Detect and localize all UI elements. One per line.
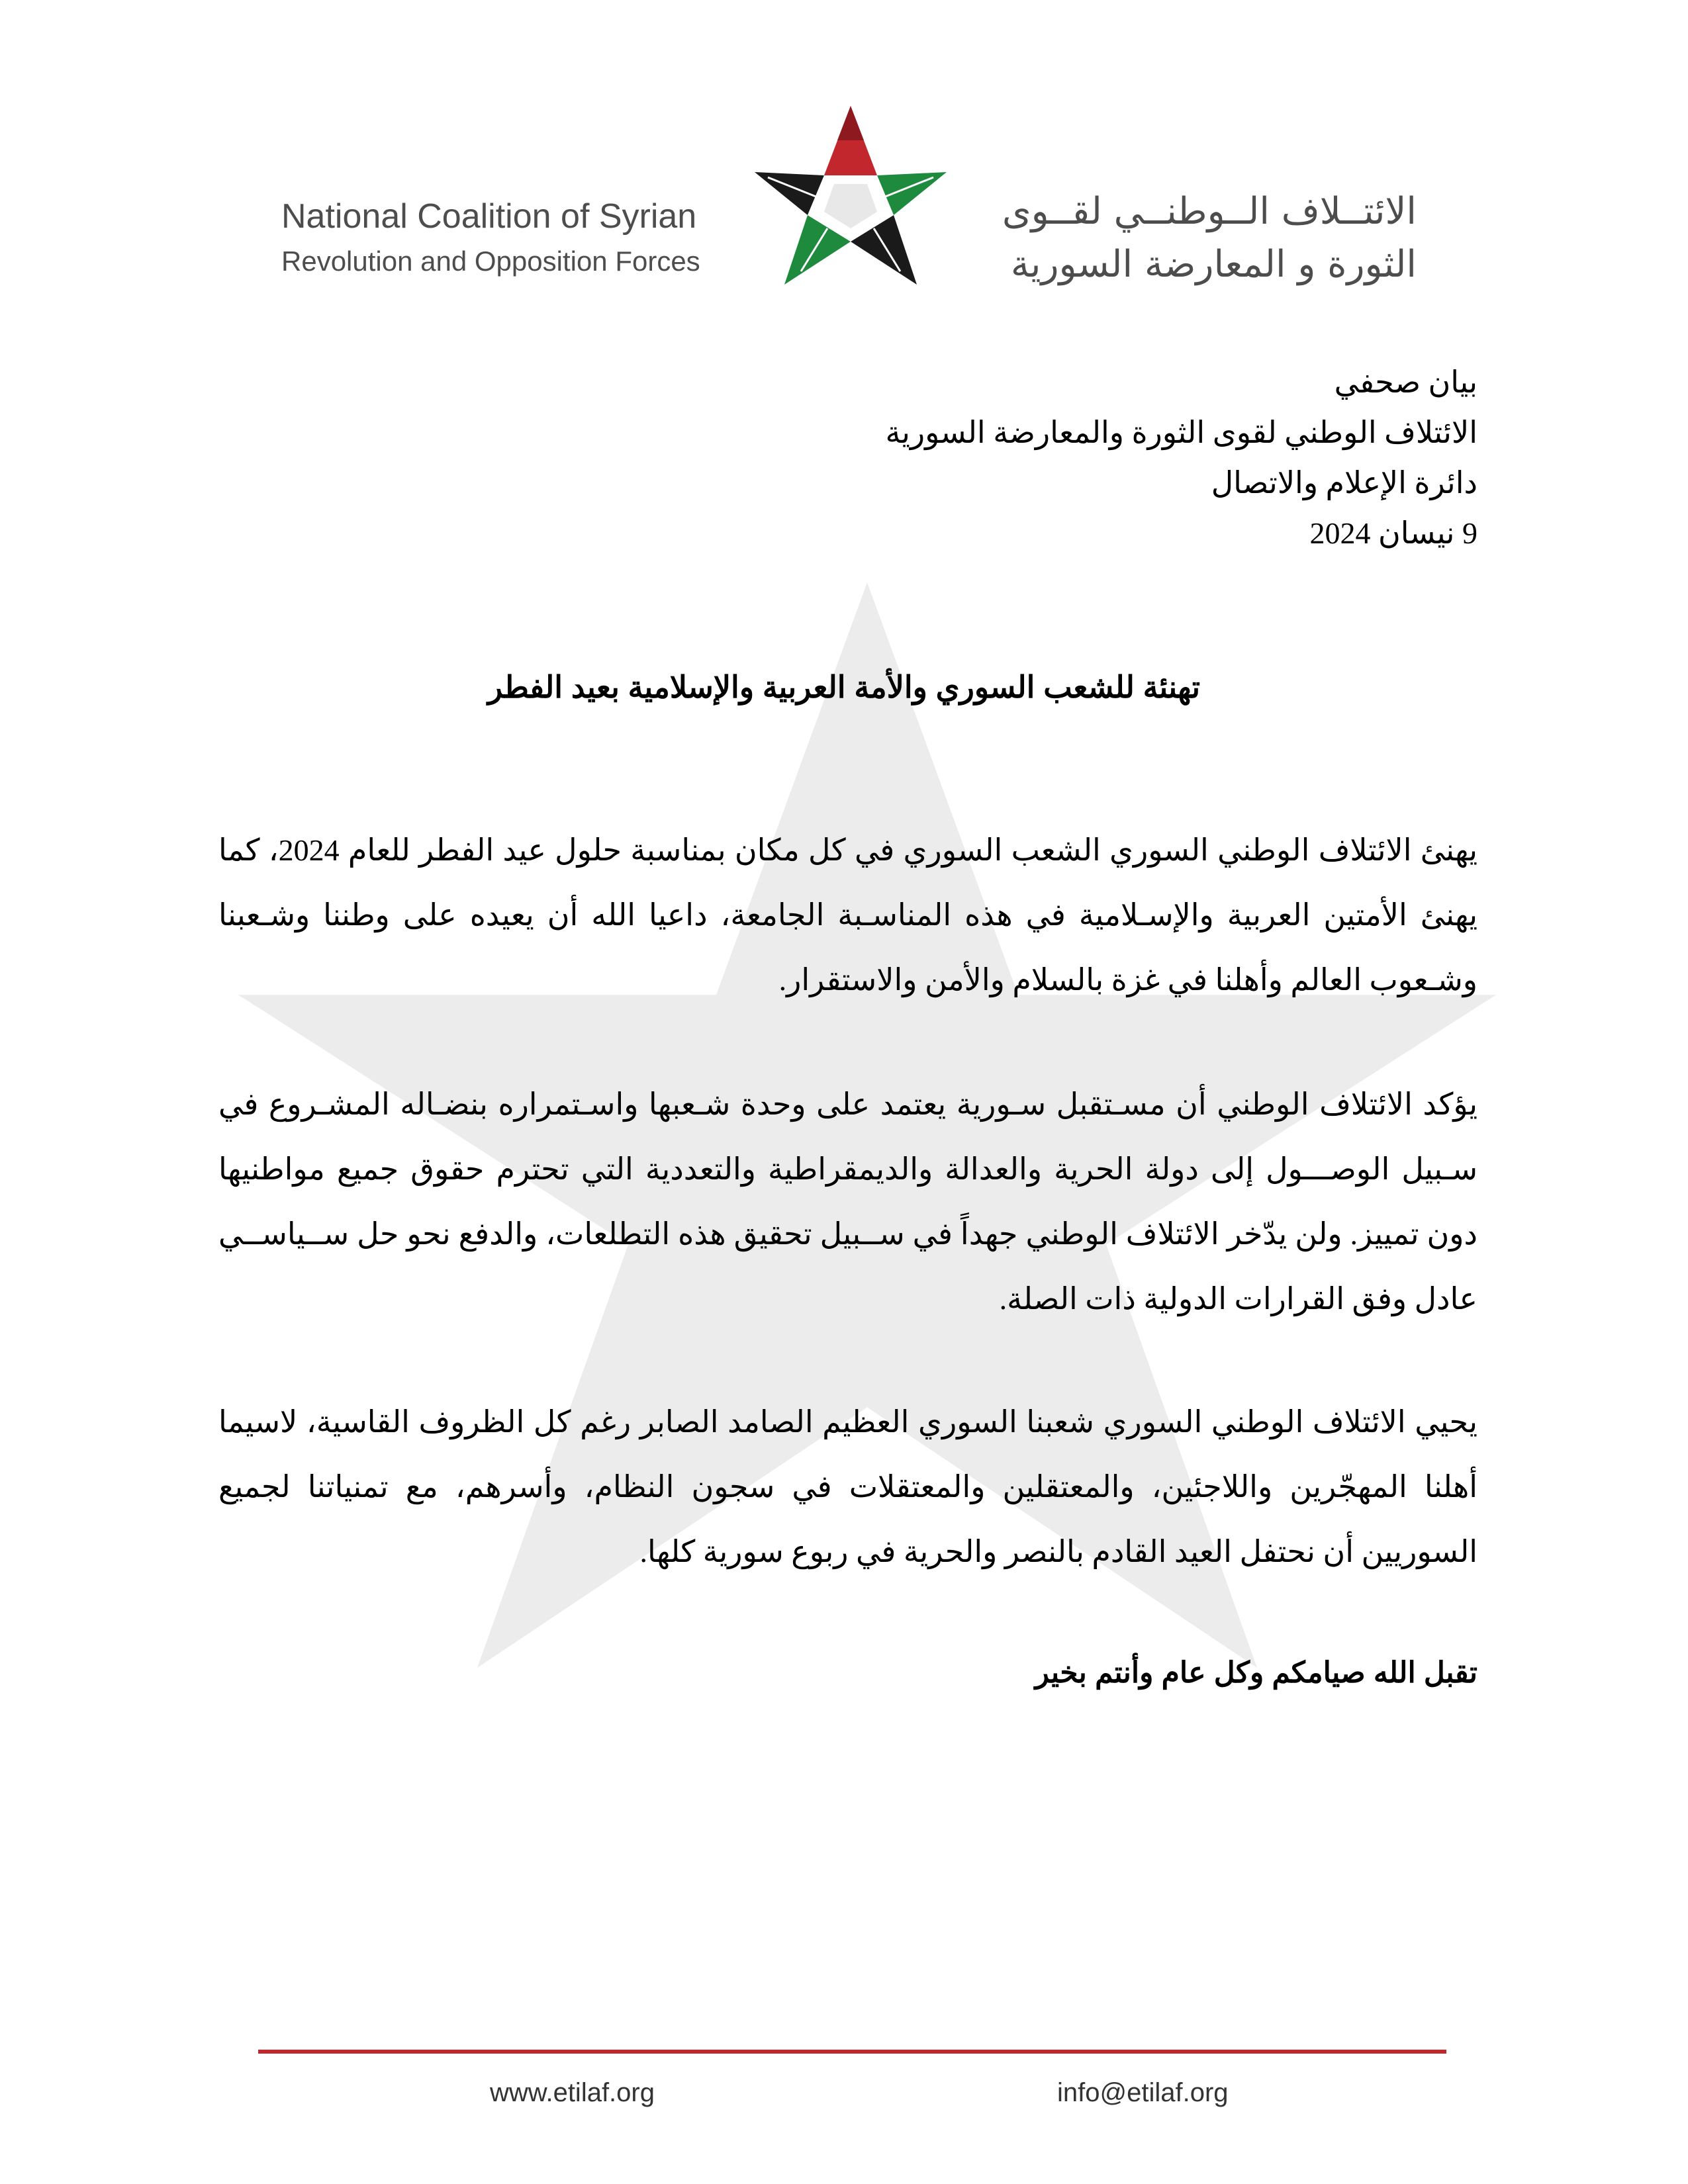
closing-greeting: تقبل الله صيامكم وكل عام وأنتم بخير xyxy=(1035,1657,1477,1689)
release-date: 9 نيسان 2024 xyxy=(1309,516,1477,550)
star-emblem-icon xyxy=(755,106,947,291)
header-org-name-arabic xyxy=(966,185,1417,291)
header-org-name-english xyxy=(281,193,745,283)
document-title: تهنئة للشعب السوري والأمة العربية والإسلامية بعيد الفطر xyxy=(487,670,1201,704)
footer-email-link[interactable]: info@etilaf.org xyxy=(1057,2078,1229,2107)
press-release-info xyxy=(683,357,1477,559)
footer-website-link[interactable]: www.etilaf.org xyxy=(490,2078,655,2107)
document-type: بيان صحفي xyxy=(1334,365,1477,399)
body-paragraph-2: يؤكد الائتلاف الوطني أن مسـتقبل سـورية يعتمد على وحدة شـعبها واسـتمراره بنضـاله المشـروع في سـبيل الوصـــول إلى دولة الحرية والعدالة والديمقراطية والتعددية التي تحترم حقوق جميع مواطنيها دون تمييز. ولن يدّخر الائتلاف الوطني جهداً في ســبيل تحقيق هذه التطلعات، والدفع نحو حل ســياســي عادل وفق القرارات الدولية ذات الصلة. xyxy=(218,1087,1477,1316)
body-paragraph-3: يحيي الائتلاف الوطني السوري شعبنا السوري العظيم الصامد الصابر رغم كل الظروف القاسية، لاسيما أهلنا المهجّرين واللاجئين، والمعتقلين والمعتقلات في سجون النظام، وأسرهم، مع تمنياتنا لجميع السوريين أن نحتفل العيد القادم بالنصر والحرية في ربوع سورية كلها. xyxy=(218,1405,1477,1569)
org-name-ar-line1: الائتــلاف الــوطنــي لقــوى xyxy=(1002,190,1417,233)
department-name: دائرة الإعلام والاتصال xyxy=(1211,466,1477,500)
issuer-name: الائتلاف الوطني لقوى الثورة والمعارضة السورية xyxy=(885,416,1477,449)
org-name-en-line1: National Coalition of Syrian xyxy=(281,197,697,236)
org-name-ar-line2: الثورة و المعارضة السورية xyxy=(1010,243,1417,286)
body-paragraph-1: يهنئ الائتلاف الوطني السوري الشعب السوري في كل مكان بمناسبة حلول عيد الفطر للعام 2024، كما يهنئ الأمتين العربية والإسـلامية في هذه المناسـبة الجامعة، داعيا الله أن يعيده على وطننا وشـعبنا وشـعوب العالم وأهلنا في غزة بالسلام والأمن والاستقرار. xyxy=(218,833,1478,997)
footer-divider xyxy=(258,2050,1446,2054)
org-name-en-line2: Revolution and Opposition Forces xyxy=(281,246,700,277)
